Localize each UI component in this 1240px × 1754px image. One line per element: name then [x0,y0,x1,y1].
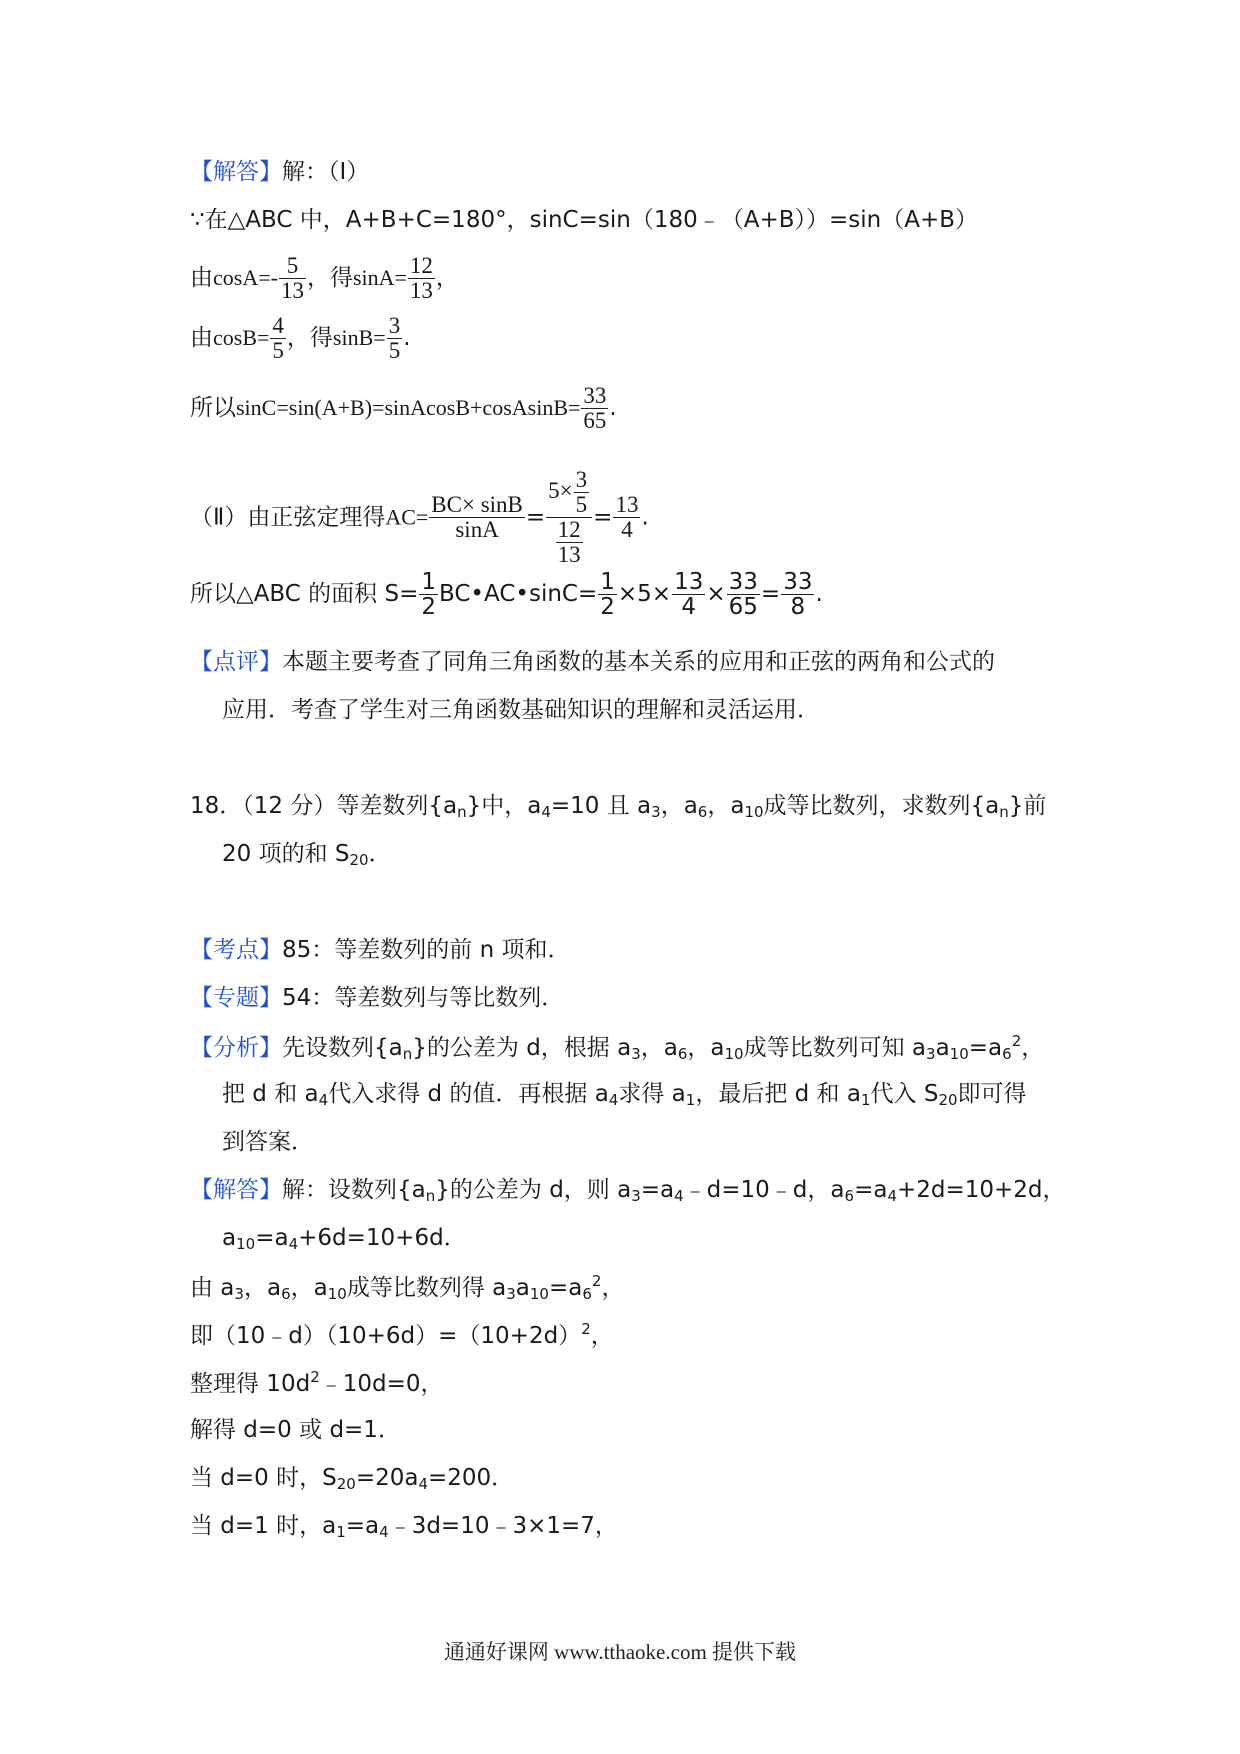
fraction-ac-result: $\frac{13}{4}$ [615,492,639,543]
fraction-sinA: $\frac{12}{13}$ [409,253,433,304]
fraction-cosB: $\frac{4}{5}$ [272,313,284,364]
simplify-line: 整理得 $10d^2﹣10d=0$， [190,1368,444,1397]
tag-jieda: 【解答】 [190,1177,282,1203]
tag-solution: 【解答】 [190,159,282,185]
jieda-line-1: 【解答】解：设数列$\{a_n\}$的公差为 d，则 $a_3=a_4﹣d=10﹣d$，$a_6=a_4+2d=10+2d$， [190,1177,1066,1205]
case-d0-line: 当 d=0 时，$S_{20}=20a_4=200$． [190,1465,515,1493]
problem18-line-2: 20 项的和 $S_{20}$． [222,841,392,869]
fenxi-line-3: 到答案． [222,1129,314,1155]
solve-line: 解得 d=0 或 d=1． [190,1417,401,1443]
fraction-ac: $\frac{BC\times \sin B}{\sin A}$ [431,492,523,543]
cosB-line: 由cosB= $\frac{4}{5}$ ，得sinB= $\frac{3}{5}$ . [190,313,411,364]
fraction-33-8: $\frac{33}{8}$ [783,569,813,621]
geometric-condition-line: 由 $a_3$，$a_6$，$a_{10}$成等比数列得 $a_3a_{10}=a_6^2$， [190,1272,625,1303]
fraction-13-4: $\frac{13}{4}$ [674,569,704,621]
tag-fenxi: 【分析】 [190,1035,282,1061]
case-d1-line: 当 d=1 时，$a_1=a_4﹣3d=10﹣3\times 1=7$， [190,1513,618,1541]
tag-zhuanti: 【专题】 [190,985,282,1011]
law-of-sines-line: （Ⅱ）由正弦定理得AC= $\frac{BC\times \sin B}{\sin A}$ = 5× $\frac{3}{5}$ $\frac{12}{13}$ = $\frac{13}{4}$ . [190,467,649,568]
fraction-cosA: $\frac{5}{13}$ [280,253,304,304]
tag-comment: 【点评】 [190,649,282,675]
fraction-sinC: $\frac{33}{65}$ [583,383,607,434]
tag-kaodian: 【考点】 [190,937,282,963]
comment-line-2: 应用．考查了学生对三角函数基础知识的理解和灵活运用． [222,697,820,723]
problem18-line-1: 18．（12 分）等差数列$\{a_n\}$中，$a_4=10$ 且 $a_3$，$a_6$，$a_{10}$成等比数列，求数列$\{a_n\}$前 [190,793,1047,821]
kaodian-line: 【考点】85：等差数列的前 n 项和． [190,937,571,963]
solution-heading: 【解答】解：（Ⅰ） [190,159,370,185]
fenxi-line-2: 把 d 和 $a_4$代入求得 d 的值．再根据 $a_4$求得 $a_1$，最后把 d 和 $a_1$代入 $S_{20}$即可得 [222,1081,1027,1109]
triangle-line: ∵在△ABC 中，A+B+C=180°，sinC=sin（180﹣（A+B））=sin（A+B） [190,207,979,233]
jieda-line-2: $a_{10}=a_4+6d=10+6d$． [222,1225,467,1253]
fenxi-line-1: 【分析】先设数列$\{a_n\}$的公差为 d，根据 $a_3$，$a_6$，$a_{10}$成等比数列可知 $a_3a_{10}=a_6^2$， [190,1032,1045,1063]
sinC-line: 所以sinC=sin(A+B)=sinAcosB+cosAsinB= $\frac{33}{65}$ . [190,383,617,434]
cosA-line: 由cosA=- $\frac{5}{13}$ ，得sinA= $\frac{12}{13}$ ， [190,253,459,304]
fraction-compound: 5× $\frac{3}{5}$ $\frac{12}{13}$ [546,468,592,568]
fraction-half: $\frac{1}{2}$ [421,569,436,621]
fraction-half-2: $\frac{1}{2}$ [600,569,615,621]
comment-line-1: 【点评】本题主要考查了同角三角函数的基本关系的应用和正弦的两角和公式的 [190,649,995,675]
equation-line: 即$(10﹣d)(10+6d)=(10+2d)^2$， [190,1320,614,1349]
footer-credit: 通通好课网 www.tthaoke.com 提供下载 [443,1640,797,1664]
fraction-sinB: $\frac{3}{5}$ [388,313,401,364]
zhuanti-line: 【专题】54：等差数列与等比数列． [190,985,565,1011]
fraction-33-65: $\frac{33}{65}$ [728,569,758,621]
area-line: 所以△ABC 的面积 S= $\frac{1}{2}$ BC•AC•sinC= $\frac{1}{2}$ ×5× $\frac{13}{4}$ × $\frac{33}{65}$ = $\frac{33}{8}$ . [190,569,823,621]
